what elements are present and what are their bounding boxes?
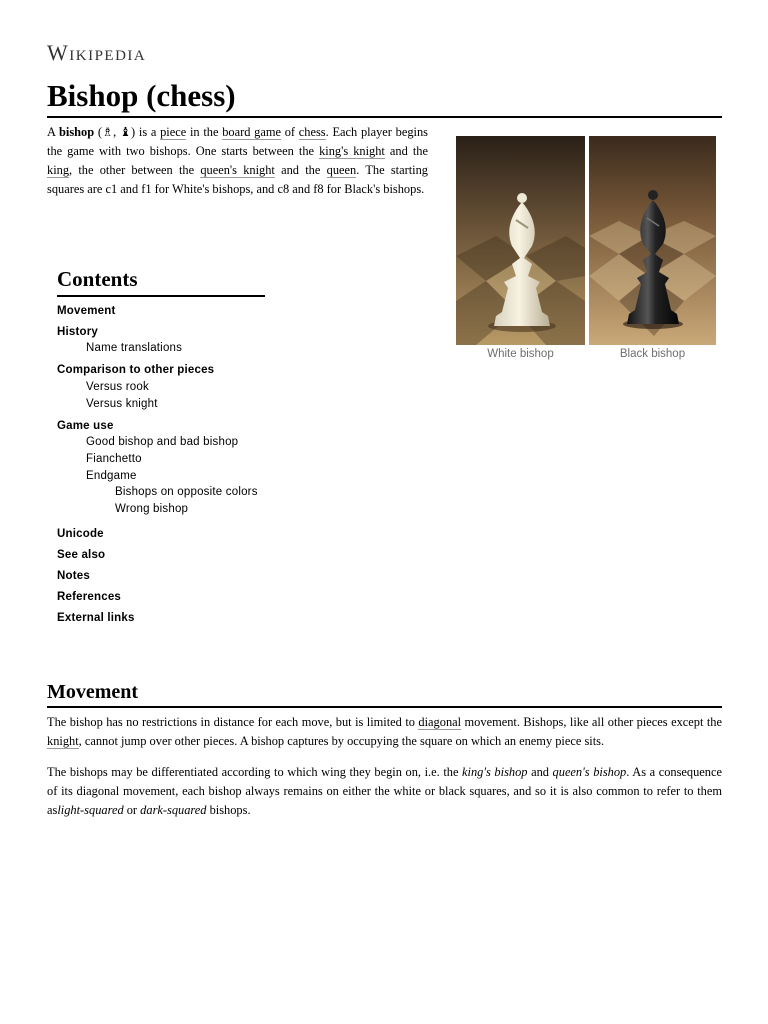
toc-item-versus-knight[interactable]: Versus knight: [86, 398, 158, 410]
toc-item-movement[interactable]: Movement: [57, 305, 116, 317]
term-light-squared: light-squared: [57, 803, 124, 817]
white-bishop-image: [456, 136, 585, 345]
toc-item-game-use[interactable]: Game use: [57, 420, 114, 432]
toc-item-external-links[interactable]: External links: [57, 612, 135, 624]
link-queens-knight[interactable]: queen's knight: [200, 163, 275, 177]
bold-term: bishop: [59, 125, 95, 139]
term-kings-bishop: king's bishop: [462, 765, 528, 779]
toc-item-good-bad-bishop[interactable]: Good bishop and bad bishop: [86, 436, 239, 448]
toc-item-see-also[interactable]: See also: [57, 549, 106, 561]
toc-item-references[interactable]: References: [57, 591, 122, 603]
toc-item-history[interactable]: History: [57, 326, 99, 338]
white-bishop-photo[interactable]: [456, 136, 585, 345]
link-kings-knight[interactable]: king's knight: [319, 144, 385, 158]
term-dark-squared: dark-squared: [140, 803, 207, 817]
title-divider: [47, 116, 722, 118]
toc-title: Contents: [57, 267, 138, 291]
toc-item-notes[interactable]: Notes: [57, 570, 90, 582]
movement-paragraph-1: The bishop has no restrictions in distance for each move, but is limited to diagonal movement. Bishops, like all other pieces except the knight, cannot jump over other pieces. A bishop captures by occupying the square on which an enemy piece sits.: [47, 715, 722, 748]
link-queen[interactable]: queen: [326, 163, 357, 177]
toc-item-opposite-colors[interactable]: Bishops on opposite colors: [115, 486, 258, 498]
link-board-game[interactable]: board game: [222, 125, 281, 139]
toc-item-versus-rook[interactable]: Versus rook: [86, 381, 149, 393]
toc-item-comparison[interactable]: Comparison to other pieces: [57, 364, 215, 376]
link-chess[interactable]: chess: [298, 125, 326, 139]
white-bishop-caption: White bishop: [487, 348, 554, 360]
toc-item-unicode[interactable]: Unicode: [57, 528, 104, 540]
toc-item-name-translations[interactable]: Name translations: [86, 342, 183, 354]
link-diagonal[interactable]: diagonal: [418, 715, 462, 729]
section-heading-movement: Movement: [47, 681, 139, 703]
toc-divider: [57, 295, 265, 297]
term-queens-bishop: queen's bishop: [552, 765, 627, 779]
black-bishop-photo[interactable]: [589, 136, 716, 345]
link-knight[interactable]: knight: [47, 734, 79, 748]
page-title: Bishop (chess): [47, 78, 236, 113]
wikipedia-wordmark[interactable]: Wikipedia: [47, 40, 147, 65]
black-bishop-image: [589, 136, 716, 345]
movement-paragraph-2: The bishops may be differentiated according to which wing they begin on, i.e. the king's bishop and queen's bishop. As a consequence of its diagonal movement, each bishop always remains on either the white or black squares, and so it is also common to refer to them aslight-squared or dark-squared bishops.: [47, 765, 722, 817]
table-of-contents: [57, 265, 337, 624]
toc-item-endgame[interactable]: Endgame: [86, 470, 137, 482]
link-piece[interactable]: piece: [160, 125, 187, 139]
toc-item-wrong-bishop[interactable]: Wrong bishop: [115, 503, 189, 515]
black-bishop-caption: Black bishop: [619, 348, 686, 360]
section-divider: [47, 706, 722, 708]
toc-item-fianchetto[interactable]: Fianchetto: [86, 453, 142, 465]
link-king[interactable]: king: [47, 163, 70, 177]
intro-paragraph: A bishop (♗, ♝) is a piece in the board game of chess. Each player begins the game with two bishops. One starts between the king's knight and the king, the other between the queen's knight and the queen. The starting squares are c1 and f1 for White's bishops, and c8 and f8 for Black's bishops.: [47, 125, 428, 196]
